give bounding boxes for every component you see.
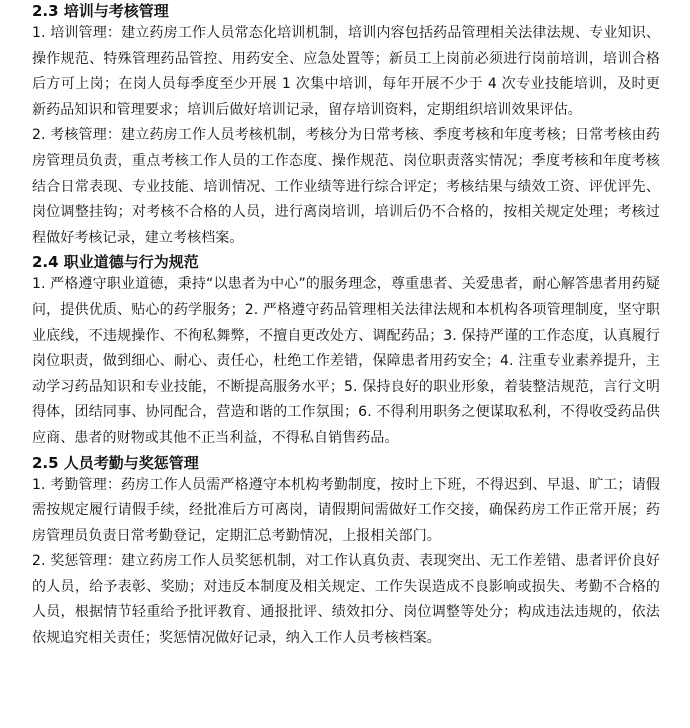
section-heading: 2.4 职业道德与行为规范	[32, 253, 199, 272]
paragraph-assessment: 2. 考核管理：建立药房工作人员考核机制，考核分为日常考核、季度考核和年度考核；日常考核由药房管理员负责，重点考核工作人员的工作态度、操作规范、岗位职责落实情况；季度考核和年度考核结合日常表现、专业技能、培训情况、工作业绩等进行综合评定；考核结果与绩效工资、评优评先、岗位调整挂钩；对考核不合格的人员，进行离岗培训，培训后仍不合格的，按相关规定处理；考核过程做好考核记录，建立考核档案。	[32, 127, 660, 246]
section-attendance-rewards	[32, 452, 660, 652]
paragraph-rewards: 2. 奖惩管理：建立药房工作人员奖惩机制，对工作认真负责、表现突出、无工作差错、患者评价良好的人员，给予表彰、奖励；对违反本制度及相关规定、工作失误造成不良影响或损失、考勤不合格的人员，根据情节轻重给予批评教育、通报批评、绩效扣分、岗位调整等处分；构成违法违规的，依法依规追究相关责任；奖惩情况做好记录，纳入工作人员考核档案。	[32, 553, 660, 647]
paragraph-attendance: 1. 考勤管理：药房工作人员需严格遵守本机构考勤制度，按时上下班，不得迟到、早退、旷工；请假需按规定履行请假手续，经批准后方可离岗，请假期间需做好工作交接，确保药房工作正常开展；药房管理员负责日常考勤登记，定期汇总考勤情况，上报相关部门。	[32, 476, 660, 544]
section-heading: 2.5 人员考勤与奖惩管理	[32, 453, 199, 472]
paragraph-training: 1. 培训管理：建立药房工作人员常态化培训机制，培训内容包括药品管理相关法律法规、专业知识、操作规范、特殊管理药品管控、用药安全、应急处置等；新员工上岗前必须进行岗前培训，培训合格后方可上岗；在岗人员每季度至少开展 1 次集中培训，每年开展不少于 4 次专业技能培训，及时更新药品知识和管理要求；培训后做好培训记录，留存培训资料，定期组织培训效果评估。	[32, 25, 660, 118]
paragraph-ethics: 1. 严格遵守职业道德，秉持“以患者为中心”的服务理念，尊重患者、关爱患者，耐心解答患者用药疑问，提供优质、贴心的药学服务；2. 严格遵守药品管理相关法律法规和本机构各项管理制度，坚守职业底线，不违规操作、不徇私舞弊，不擅自更改处方、调配药品；3. 保持严谨的工作态度，认真履行岗位职责，做到细心、耐心、责任心，杜绝工作差错，保障患者用药安全；4. 注重专业素养提升，主动学习药品知识和专业技能，不断提高服务水平；5. 保持良好的职业形象，着装整洁规范，言行文明得体，团结同事、协同配合，营造和谐的工作氛围；6. 不得利用职务之便谋取私利，不得收受药品供应商、患者的财物或其他不正当利益，不得私自销售药品。	[32, 276, 660, 446]
section-heading: 2.3 培训与考核管理	[32, 2, 169, 20]
section-ethics-conduct	[32, 251, 660, 451]
document-body	[32, 0, 660, 652]
section-training-assessment	[32, 0, 660, 251]
